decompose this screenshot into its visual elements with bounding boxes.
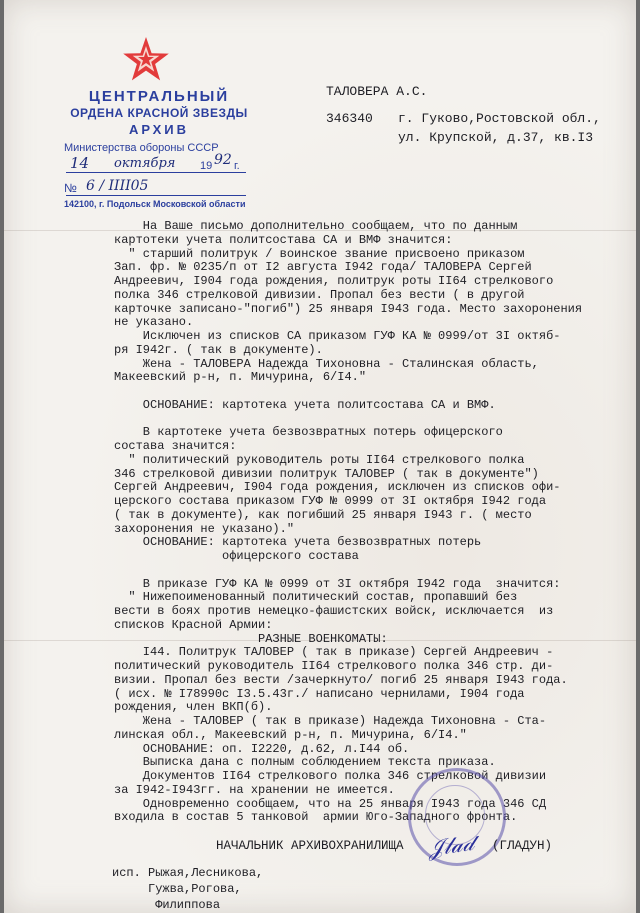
body-line: ря I942г. ( так в документе).	[114, 342, 323, 357]
body-line: ОСНОВАНИЕ: оп. I2220, д.62, л.I44 об.	[114, 741, 410, 756]
signature-title: НАЧАЛЬНИК АРХИВОХРАНИЛИЩА	[216, 839, 404, 853]
date-month: октября	[114, 156, 176, 171]
archive-name-line2: ОРДЕНА КРАСНОЙ ЗВЕЗДЫ	[70, 106, 248, 120]
body-line: захоронения не указано)."	[114, 521, 295, 536]
body-line: визии. Пропал без вести /зачеркнуто/ погиб 25 января I943 года.	[114, 672, 568, 687]
date-day: 14	[70, 154, 90, 172]
body-line: офицерского состава	[114, 549, 359, 563]
body-line: церского состава приказом ГУФ № 0999 от 3I октября I942 года	[114, 494, 547, 508]
recipient-postcode: 346340	[326, 111, 373, 126]
body-line: состава значится:	[114, 439, 237, 453]
executor-line: Филиппова	[112, 898, 221, 912]
body-line: карточке записано-"погиб") 25 января I943 года. Место захоронения	[114, 301, 583, 316]
handwritten-signature: 𝒥𝓁𝒶𝒹	[426, 830, 476, 863]
recipient-street: ул. Крупской, д.37, кв.I3	[398, 130, 594, 145]
body-line: ( исх. № I78990с I3.5.43г./ написано чернилами, I904 года	[114, 686, 525, 701]
body-line: I44. Политрук ТАЛОВЕР ( так в приказе) Сергей Андреевич -	[114, 645, 554, 660]
body-line: рождения, член ВКП(б).	[114, 700, 273, 715]
body-line: Документов II64 стрелкового полка 346 стрелковой дивизии	[114, 769, 547, 783]
executor-line: Гужва,Рогова,	[112, 882, 242, 896]
body-line: Выписка дана с полным соблюдением текста приказа.	[114, 755, 496, 770]
recipient-city: г. Гуково,Ростовской обл.,	[398, 111, 601, 126]
body-line: 346 стрелковой дивизии политрук ТАЛОВЕР ( так в документе")	[114, 466, 539, 481]
body-line: картотеки учета политсостава СА и ВМФ значится:	[114, 232, 453, 247]
body-line: не указано.	[114, 315, 194, 330]
ministry-label: Министерства обороны СССР	[64, 142, 219, 154]
body-line: Жена - ТАЛОВЕРА Надежда Тихоновна - Сталинская область,	[114, 356, 539, 371]
body-line: Исключен из списков СА приказом ГУФ КА № 0999/от 3I октяб-	[114, 329, 561, 343]
date-underline	[66, 172, 246, 173]
body-line: линская обл., Макеевский р-н, п. Мичурина, 6/I4."	[114, 727, 467, 742]
archive-address: 142100, г. Подольск Московской области	[64, 199, 246, 209]
document-sheet	[4, 0, 636, 913]
recipient-name: ТАЛОВЕРА А.С.	[326, 84, 428, 99]
red-star-emblem	[122, 36, 170, 82]
date-year: 92	[214, 152, 232, 168]
body-line: политический руководитель II64 стрелкового полка 346 стр. ди-	[114, 659, 554, 673]
body-line: ОСНОВАНИЕ: картотека учета безвозвратных потерь	[114, 535, 482, 550]
body-line: полка 346 стрелковой дивизии. Пропал без вести ( в другой	[114, 287, 525, 302]
body-line: В приказе ГУФ КА № 0999 от 3I октября I942 года значится:	[114, 576, 561, 591]
body-line: " политический руководитель роты II64 стрелкового полка	[114, 452, 525, 467]
body-line: вести в боях против немецко-фашистских войск, исключается из	[114, 604, 554, 618]
number-label: №	[64, 181, 77, 195]
body-line: ( так в документе), как погибший 25 января I943 г. ( место	[114, 507, 532, 522]
number-underline	[66, 195, 246, 196]
date-year-prefix: 19	[200, 160, 213, 172]
body-line: за I942-I943гг. на хранении не имеется.	[114, 782, 395, 797]
body-line: Макеевский р-н, п. Мичурина, 6/I4."	[114, 370, 367, 385]
body-line: Сергей Андреевич, I904 года рождения, исключен из списков офи-	[114, 480, 561, 495]
archive-name-line1: ЦЕНТРАЛЬНЫЙ	[88, 88, 230, 105]
signature-name: (ГЛАДУН)	[492, 839, 553, 853]
body-line: Жена - ТАЛОВЕР ( так в приказе) Надежда Тихоновна - Ста-	[114, 714, 547, 728]
date-suffix: г.	[234, 160, 240, 172]
executor-line: исп. Рыжая,Лесникова,	[112, 866, 264, 880]
body-line: Андреевич, I904 года рождения, политрук роты II64 стрелкового	[114, 274, 554, 288]
body-line: РАЗНЫЕ ВОЕНКОМАТЫ:	[114, 631, 388, 646]
body-line: входила в состав 5 танковой армии Юго-Западного фронта.	[114, 810, 518, 825]
number-value: 6 / IIII05	[86, 178, 149, 194]
body-line: " старший политрук / воинское звание присвоено приказом	[114, 246, 525, 261]
body-line: Одновременно сообщаем, что на 25 января I943 года 346 СД	[114, 796, 547, 811]
body-line: списков Красной Армии:	[114, 617, 273, 632]
body-line: В картотеке учета безвозвратных потерь офицерского	[114, 425, 503, 440]
body-line: На Ваше письмо дополнительно сообщаем, что по данным	[114, 219, 518, 233]
body-line: " Нижепоименованный политический состав, пропавший без	[114, 590, 518, 605]
body-line: ОСНОВАНИЕ: картотека учета политсостава СА и ВМФ.	[114, 397, 496, 412]
body-line: Зап. фр. № 0235/п от I2 августа I942 года/ ТАЛОВЕРА Сергей	[114, 260, 532, 275]
archive-name-line3: АРХИВ	[129, 122, 189, 137]
